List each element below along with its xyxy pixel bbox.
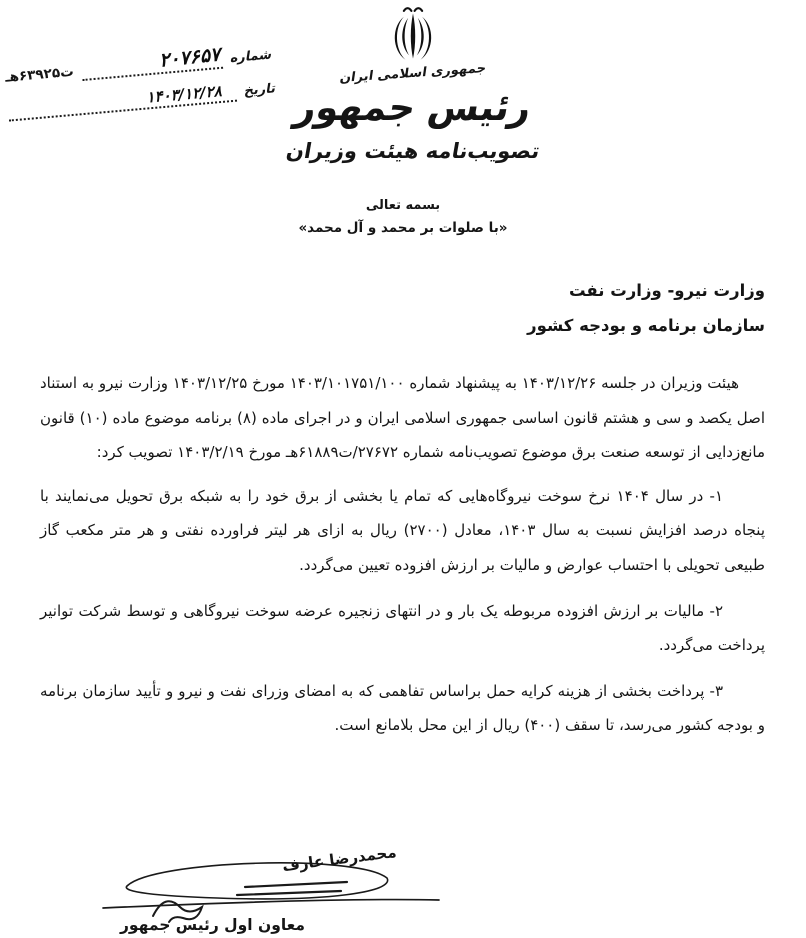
number-label: شماره: [229, 47, 274, 67]
resolution-item-3: ۳- پرداخت بخشی از هزینه کرایه حمل براساس تفاهمی که به امضای وزرای نفت و نیرو و تأیید سازمان برنامه و بودجه کشور می‌رسد، تا سقف (۴۰۰) ریال از این محل بلامانع است.: [40, 681, 765, 735]
resolution-body: [40, 366, 765, 754]
number-value: ۲۰۷۶۵۷: [158, 43, 222, 72]
signer-name: محمدرضا عارف: [281, 843, 398, 875]
besmeleh-line: بسمه تعالی: [365, 198, 441, 213]
number-suffix: ت۶۳۹۲۵هـ: [4, 63, 75, 86]
iran-emblem-icon: [386, 6, 440, 64]
date-value: ۱۴۰۳/۱۲/۲۸: [145, 81, 223, 107]
salawat-line: «با صلوات بر محمد و آل محمد»: [298, 220, 508, 236]
number-dotted-line: [80, 41, 224, 81]
date-label: تاریخ: [242, 81, 277, 100]
resolution-item-1: ۱- در سال ۱۴۰۴ نرخ سوخت نیروگاه‌هایی که تمام یا بخشی از برق خود را به شبکه برق تحویل می‌نمایند با پنجاه درصد افزایش نسبت به سال ۱۴۰۳، معادل (۲۷۰۰) ریال به ازای هر لیتر فراورده نفتی و هر متر مکعب گاز طبیعی تحویلی با احتساب عوارض و مالیات بر ارزش افزوده تعیین می‌گردد.: [40, 486, 765, 574]
addressees-block: [527, 273, 765, 343]
signature-block: [95, 840, 445, 936]
preamble-paragraph: هیئت وزیران در جلسه ۱۴۰۳/۱۲/۲۶ به پیشنهاد شماره ۱۴۰۳/۱۰۱۷۵۱/۱۰۰ مورخ ۱۴۰۳/۱۲/۲۵ وزارت نیرو به استناد اصل یکصد و سی و هشتم قانون اساسی جمهوری اسلامی ایران و در اجرای ماده (۸) برنامه موضوع ماده (۱۰) قانون مانع‌زدایی از توسعه صنعت برق موضوع تصویب‌نامه شماره ۲۷۶۷۲/ت۶۱۸۸۹هـ مورخ ۱۴۰۳/۲/۱۹ تصویب کرد:: [40, 374, 765, 462]
addressee-line-ministries: وزارت نیرو- وزارت نفت: [568, 281, 765, 300]
signer-title: معاون اول رئیس جمهور: [119, 916, 305, 934]
country-name: جمهوری اسلامی ایران: [338, 60, 488, 87]
document-type: تصویب‌نامه هیئت وزیران: [284, 138, 542, 163]
number-date-stamp: [4, 36, 277, 127]
resolution-item-2: ۲- مالیات بر ارزش افزوده مربوطه یک بار و در انتهای زنجیره عرضه سوخت نیروگاهی و توسط شرکت توانیر پرداخت می‌گردد.: [40, 601, 765, 655]
letterhead: [253, 6, 573, 163]
office-title: رئیس جمهور: [291, 86, 535, 129]
addressee-line-pbo: سازمان برنامه و بودجه کشور: [527, 316, 765, 335]
invocation-block: [0, 198, 806, 236]
